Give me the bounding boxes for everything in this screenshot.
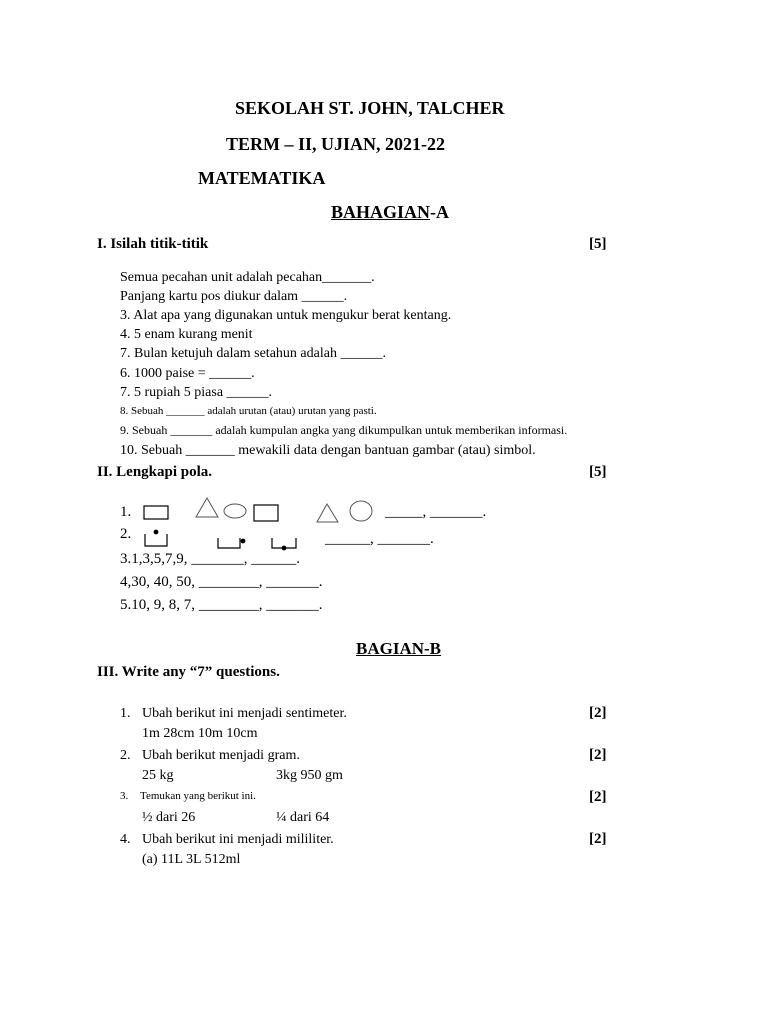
question-sub: 3kg 950 gm <box>276 768 343 783</box>
fill-item: 3. Alat apa yang digunakan untuk mengukur berat kentang. <box>120 308 452 323</box>
question-marks: [2] <box>589 789 607 805</box>
question-number: 3. <box>120 790 129 802</box>
open-box-shape <box>145 534 167 546</box>
fill-item: Panjang kartu pos diukur dalam ______. <box>120 289 348 304</box>
section-2-marks: [5] <box>589 464 607 480</box>
pattern-4: 4,30, 40, 50, ________, _______. <box>120 574 323 590</box>
question-marks: [2] <box>589 705 607 721</box>
question-sub: 25 kg <box>142 768 174 783</box>
question-number: 1. <box>120 706 131 721</box>
fill-item: 8. Sebuah _______ adalah urutan (atau) urutan yang pasti. <box>120 405 377 417</box>
oval-shape <box>224 504 246 518</box>
dot-icon <box>282 546 287 551</box>
part-a-suffix: -A <box>430 202 450 222</box>
section-1-marks: [5] <box>589 236 607 252</box>
section-2-title: II. Lengkapi pola. <box>97 464 213 480</box>
dot-icon <box>241 539 246 544</box>
fill-item: 6. 1000 paise = ______. <box>120 366 255 381</box>
subject-title: MATEMATIKA <box>198 168 326 188</box>
fill-item: 7. Bulan ketujuh dalam setahun adalah ______. <box>120 346 386 361</box>
pattern-3: 3.1,3,5,7,9, _______, ______. <box>120 551 300 567</box>
fill-item: 4. 5 enam kurang menit <box>120 327 253 342</box>
pattern-2-number: 2. <box>120 526 132 542</box>
school-name: SEKOLAH ST. JOHN, TALCHER <box>235 98 505 118</box>
exam-term: TERM – II, UJIAN, 2021-22 <box>226 134 446 154</box>
pattern-1-shapes <box>140 496 380 526</box>
part-a-heading <box>331 202 449 223</box>
part-a-main: BAHAGIAN <box>331 202 431 222</box>
part-b-heading: BAGIAN-B <box>356 639 442 658</box>
question-number: 4. <box>120 832 131 847</box>
section-1-title: I. Isilah titik-titik <box>97 236 209 252</box>
pattern-1-number: 1. <box>120 504 132 520</box>
dot-icon <box>154 530 159 535</box>
question-sub: ½ dari 26 <box>142 810 196 825</box>
pattern-5: 5.10, 9, 8, 7, ________, _______. <box>120 597 323 613</box>
question-text: Ubah berikut ini menjadi sentimeter. <box>142 706 347 721</box>
pattern-1-blanks: _____, _______. <box>385 504 487 520</box>
circle-shape <box>350 501 372 521</box>
fill-item: Semua pecahan unit adalah pecahan_______. <box>120 270 375 285</box>
question-sub: 1m 28cm 10m 10cm <box>142 726 258 741</box>
triangle-shape <box>317 504 338 522</box>
question-marks: [2] <box>589 747 607 763</box>
part-b-instruction: III. Write any “7” questions. <box>97 664 280 680</box>
pattern-2-blanks: ______, _______. <box>325 531 434 547</box>
question-text: Ubah berikut ini menjadi mililiter. <box>142 832 334 847</box>
question-marks: [2] <box>589 831 607 847</box>
fill-item: 7. 5 rupiah 5 piasa ______. <box>120 385 273 400</box>
question-text: Temukan yang berikut ini. <box>140 790 256 802</box>
question-sub: (a) 11L 3L 512ml <box>142 852 241 867</box>
fill-item: 9. Sebuah _______ adalah kumpulan angka yang dikumpulkan untuk memberikan informasi. <box>120 423 568 437</box>
rectangle-shape <box>144 506 168 519</box>
triangle-shape <box>196 498 218 517</box>
open-box-shape <box>218 538 240 548</box>
fill-item: 10. Sebuah _______ mewakili data dengan bantuan gambar (atau) simbol. <box>120 443 536 458</box>
question-number: 2. <box>120 748 131 763</box>
question-text: Ubah berikut menjadi gram. <box>142 748 300 763</box>
rectangle-shape <box>254 505 278 521</box>
question-sub: ¼ dari 64 <box>276 810 330 825</box>
